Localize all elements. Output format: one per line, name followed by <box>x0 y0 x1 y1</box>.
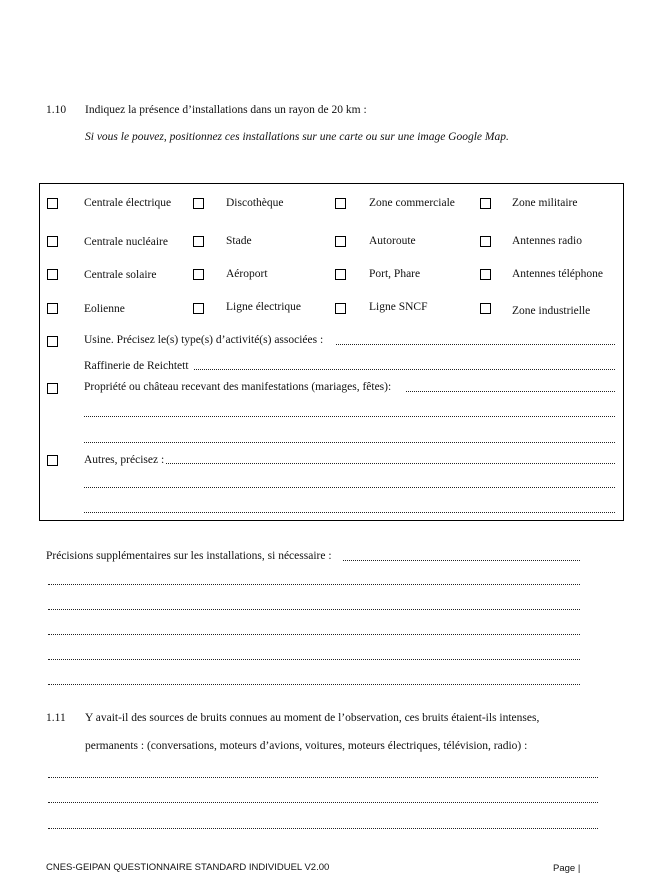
precisions-line-2[interactable] <box>48 584 580 585</box>
label-centrale-nucleaire: Centrale nucléaire <box>84 236 168 248</box>
label-zone-industrielle: Zone industrielle <box>512 305 591 317</box>
checkbox-zone-industrielle[interactable] <box>480 303 491 314</box>
label-ligne-electrique: Ligne électrique <box>226 301 302 313</box>
checkbox-antennes-telephone[interactable] <box>480 269 491 280</box>
checkbox-centrale-nucleaire[interactable] <box>47 236 58 247</box>
label-propriete: Propriété ou château recevant des manifestations (mariages, fêtes): <box>84 381 392 393</box>
checkbox-eolienne[interactable] <box>47 303 58 314</box>
checkbox-usine[interactable] <box>47 336 58 347</box>
footer-page-number: Page | <box>553 863 581 874</box>
label-eolienne: Eolienne <box>84 303 125 315</box>
checkbox-aeroport[interactable] <box>193 269 204 280</box>
precisions-line-5[interactable] <box>48 659 580 660</box>
question-1-10-hint: Si vous le pouvez, positionnez ces installations sur une carte ou sur une image Google Map. <box>85 131 509 143</box>
q111-answer-line-3[interactable] <box>48 828 598 829</box>
checkbox-stade[interactable] <box>193 236 204 247</box>
label-discotheque: Discothèque <box>226 197 284 209</box>
question-1-11-text-line-2: permanents : (conversations, moteurs d’avions, voitures, moteurs électriques, télévision, radio) : <box>85 740 528 752</box>
propriete-answer-line-2[interactable] <box>84 416 615 417</box>
label-usine: Usine. Précisez le(s) type(s) d’activité(s) associées : <box>84 334 324 346</box>
question-1-11-text-line-1: Y avait-il des sources de bruits connues au moment de l’observation, ces bruits étaient-ils intenses, <box>85 712 540 724</box>
usine-answer-text: Raffinerie de Reichtett <box>84 360 189 372</box>
checkbox-ligne-sncf[interactable] <box>335 303 346 314</box>
label-autoroute: Autoroute <box>369 235 416 247</box>
label-zone-commerciale: Zone commerciale <box>369 197 455 209</box>
checkbox-port-phare[interactable] <box>335 269 346 280</box>
q111-answer-line-1[interactable] <box>48 777 598 778</box>
autres-answer-line-3[interactable] <box>84 512 615 513</box>
label-antennes-telephone: Antennes téléphone <box>512 268 604 280</box>
footer-document-title: CNES-GEIPAN QUESTIONNAIRE STANDARD INDIVIDUEL V2.00 <box>46 862 330 873</box>
precisions-label: Précisions supplémentaires sur les installations, si nécessaire : <box>46 550 332 562</box>
label-port-phare: Port, Phare <box>369 268 421 280</box>
checkbox-discotheque[interactable] <box>193 198 204 209</box>
label-autres: Autres, précisez : <box>84 454 165 466</box>
label-stade: Stade <box>226 235 252 247</box>
precisions-line-1[interactable] <box>343 560 580 561</box>
label-centrale-solaire: Centrale solaire <box>84 269 157 281</box>
usine-answer-line-1[interactable] <box>336 344 615 345</box>
checkbox-autres[interactable] <box>47 455 58 466</box>
checkbox-propriete[interactable] <box>47 383 58 394</box>
autres-answer-line-2[interactable] <box>84 487 615 488</box>
question-number-1-11: 1.11 <box>46 712 66 724</box>
autres-answer-line-1[interactable] <box>166 463 615 464</box>
checkbox-autoroute[interactable] <box>335 236 346 247</box>
checkbox-antennes-radio[interactable] <box>480 236 491 247</box>
checkbox-centrale-solaire[interactable] <box>47 269 58 280</box>
installations-box <box>39 183 624 521</box>
label-centrale-electrique: Centrale électrique <box>84 197 172 209</box>
propriete-answer-line-1[interactable] <box>406 391 615 392</box>
checkbox-centrale-electrique[interactable] <box>47 198 58 209</box>
usine-answer-line-2[interactable] <box>194 369 615 370</box>
question-1-10-text: Indiquez la présence d’installations dans un rayon de 20 km : <box>85 104 367 116</box>
checkbox-ligne-electrique[interactable] <box>193 303 204 314</box>
propriete-answer-line-3[interactable] <box>84 442 615 443</box>
label-ligne-sncf: Ligne SNCF <box>369 301 428 313</box>
precisions-line-4[interactable] <box>48 634 580 635</box>
label-aeroport: Aéroport <box>226 268 268 280</box>
precisions-line-3[interactable] <box>48 609 580 610</box>
q111-answer-line-2[interactable] <box>48 802 598 803</box>
question-number-1-10: 1.10 <box>46 104 67 116</box>
label-antennes-radio: Antennes radio <box>512 235 582 247</box>
precisions-line-6[interactable] <box>48 684 580 685</box>
checkbox-zone-commerciale[interactable] <box>335 198 346 209</box>
checkbox-zone-militaire[interactable] <box>480 198 491 209</box>
label-zone-militaire: Zone militaire <box>512 197 578 209</box>
